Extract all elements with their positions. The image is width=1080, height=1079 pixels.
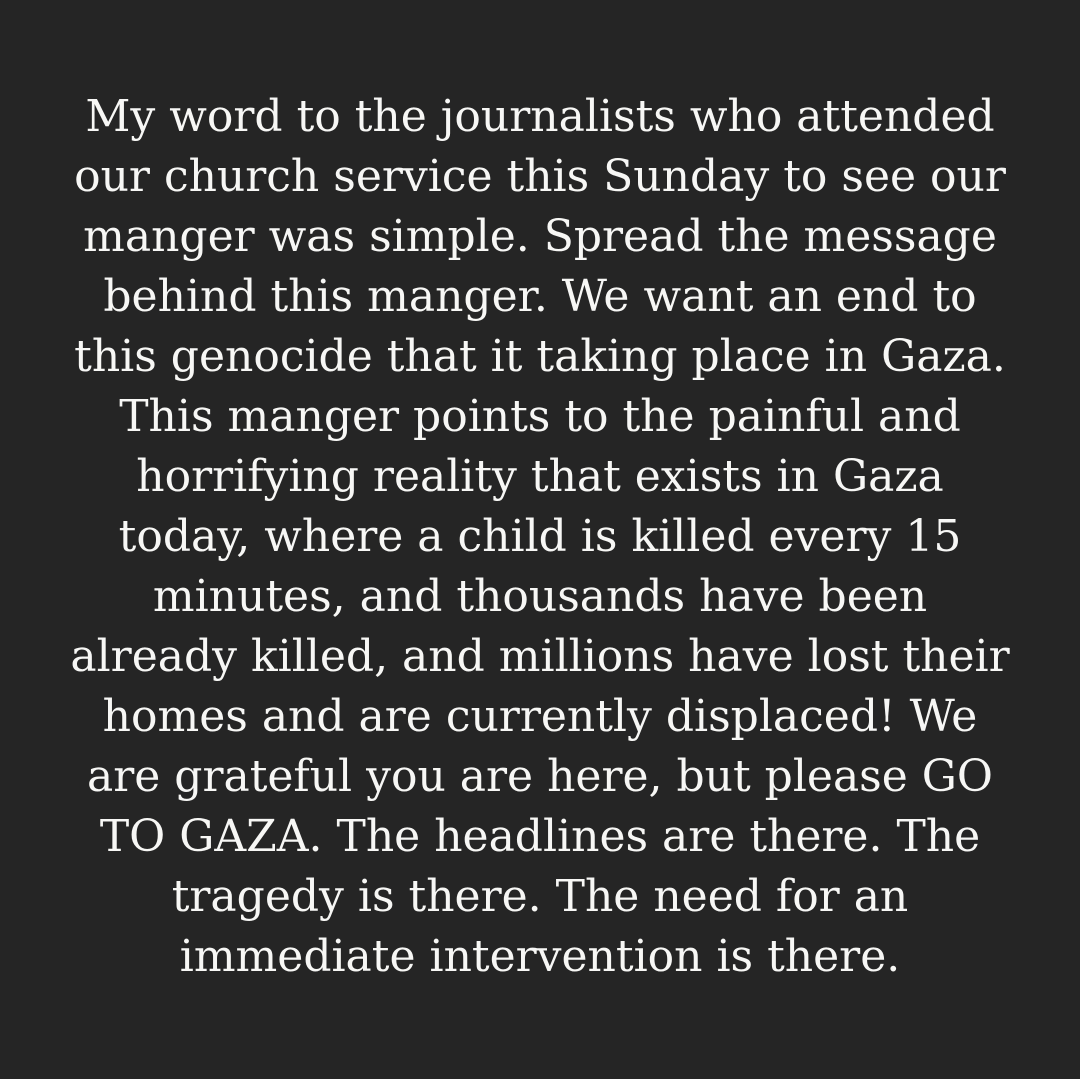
quote-line-1: My word to the journalists who attended — [85, 91, 995, 142]
quote-line-10: already killed, and millions have lost their — [70, 631, 1010, 682]
quote-line-3: manger was simple. Spread the message — [83, 211, 997, 262]
quote-line-13: TO GAZA. The headlines are there. The — [99, 811, 981, 862]
quote-line-7: horrifying reality that exists in Gaza — [136, 451, 944, 502]
quote-line-8: today, where a child is killed every 15 — [118, 511, 962, 562]
quote-line-6: This manger points to the painful and — [119, 391, 961, 442]
quote-line-14: tragedy is there. The need for an — [171, 871, 909, 922]
quote-line-5: this genocide that it taking place in Gaza. — [74, 331, 1006, 382]
quote-line-4: behind this manger. We want an end to — [103, 271, 977, 322]
quote-text — [40, 87, 1040, 987]
quote-line-2: our church service this Sunday to see our — [74, 151, 1006, 202]
quote-line-12: are grateful you are here, but please GO — [86, 751, 994, 802]
quote-line-15: immediate intervention is there. — [179, 931, 901, 982]
quote-line-11: homes and are currently displaced! We — [102, 691, 978, 742]
quote-line-9: minutes, and thousands have been — [152, 571, 928, 622]
